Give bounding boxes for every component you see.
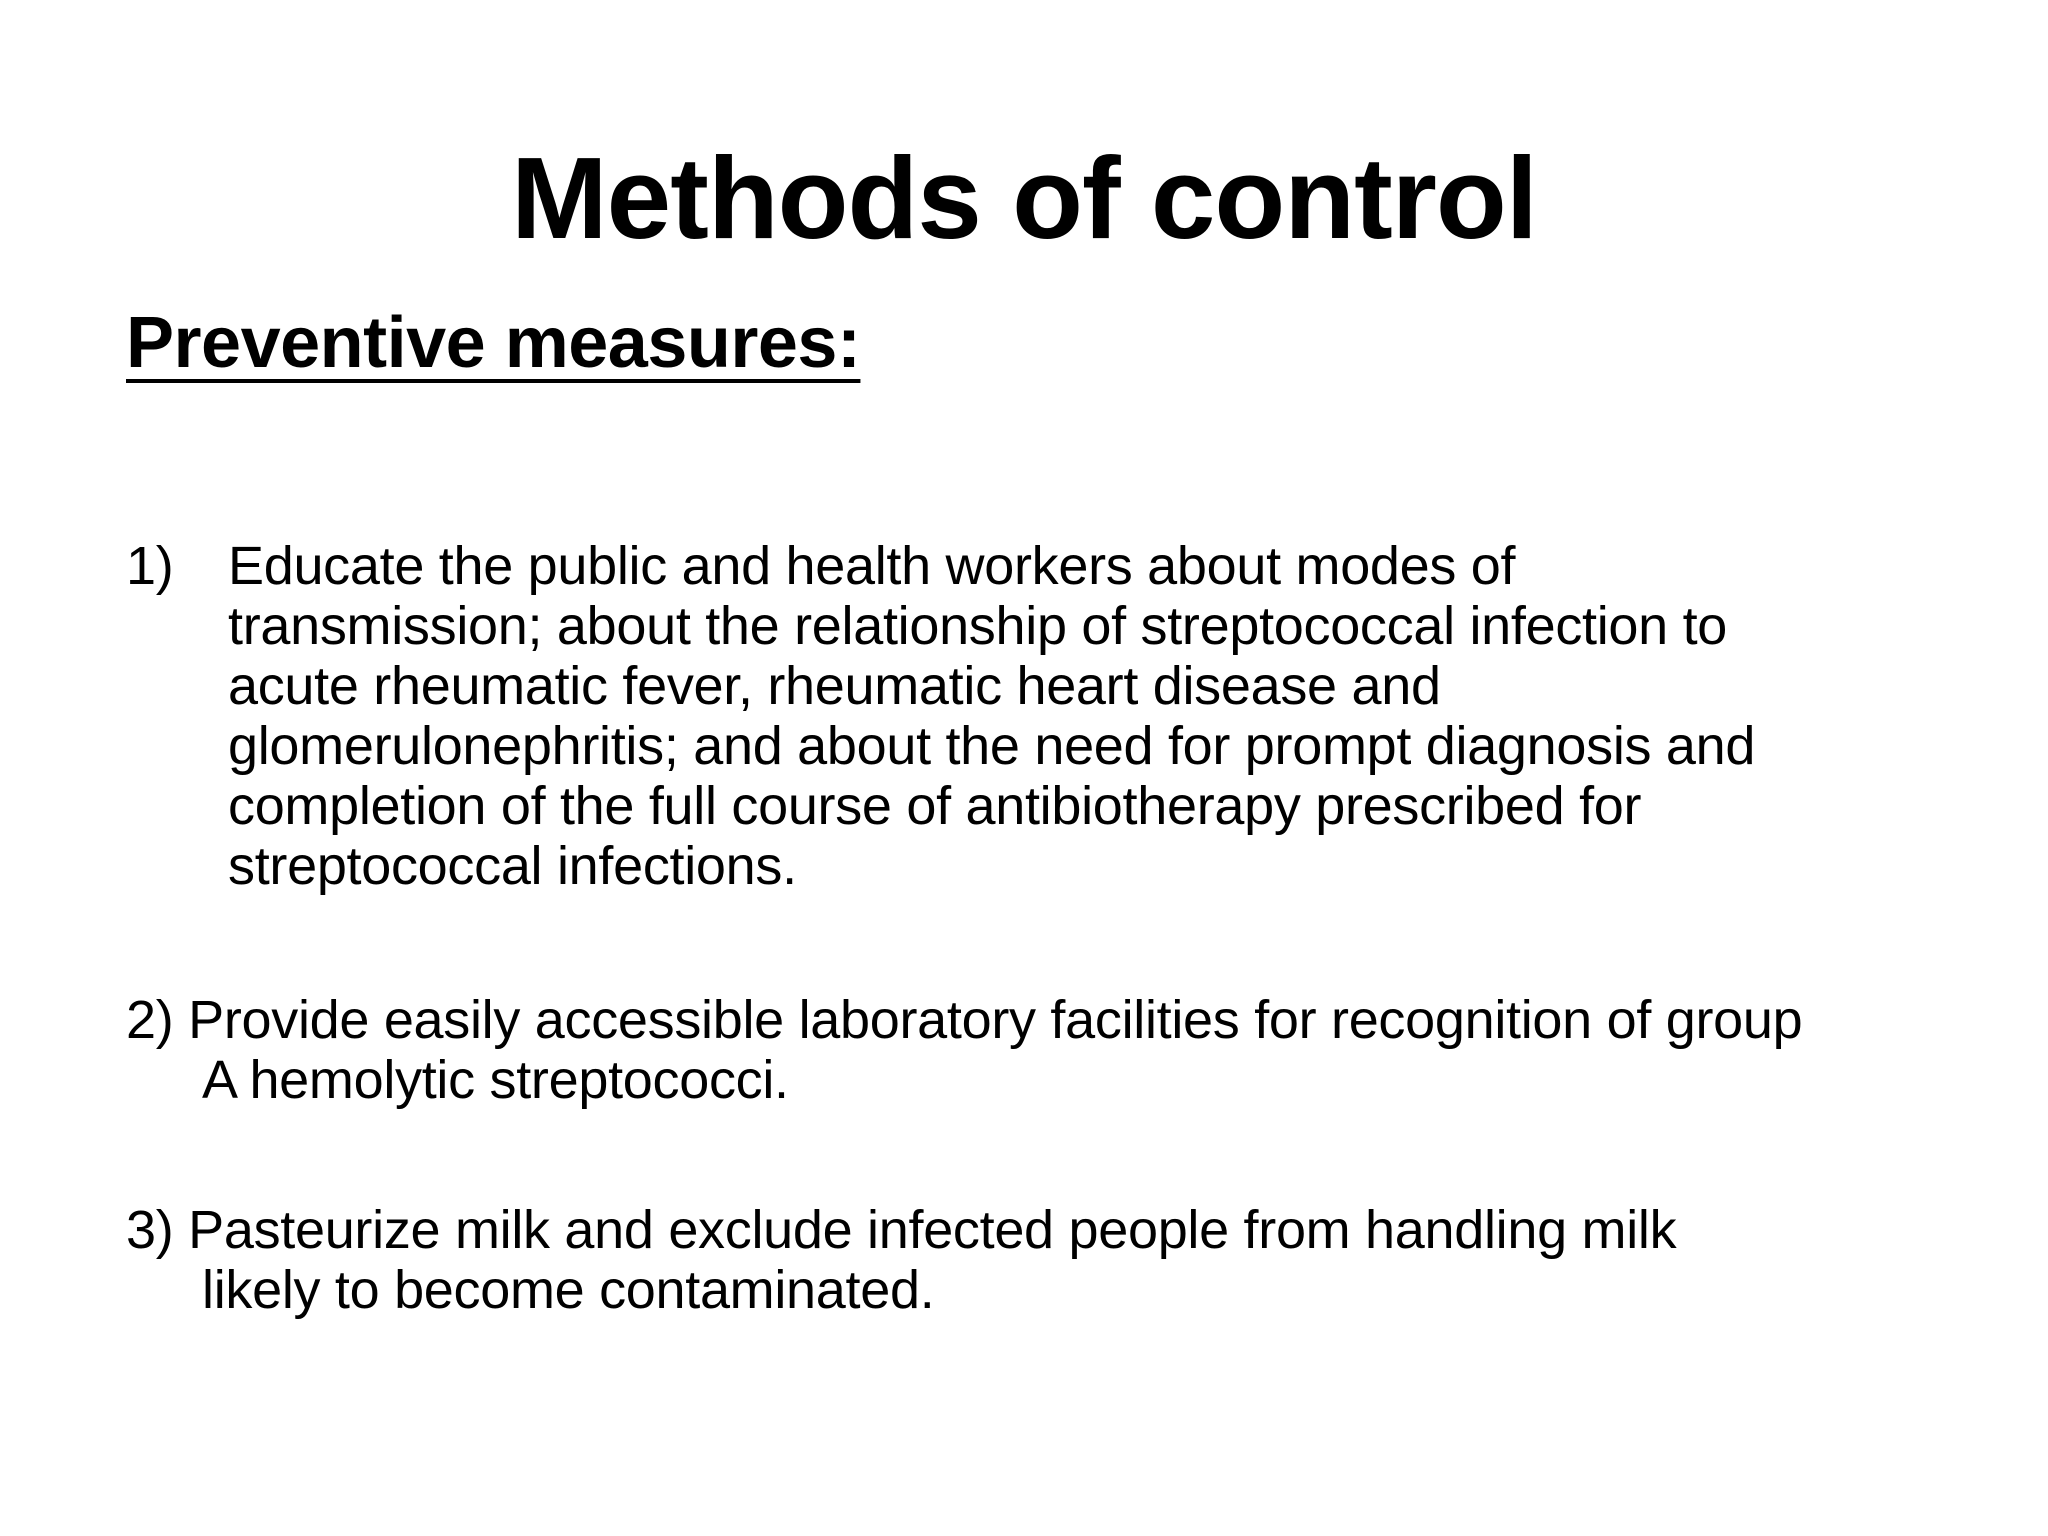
list-item-number: 1)	[126, 536, 174, 596]
list-item-3	[126, 1200, 2006, 1320]
text-line: completion of the full course of antibiotherapy prescribed for	[228, 776, 1642, 836]
text-line: transmission; about the relationship of streptococcal infection to	[228, 596, 1728, 656]
text-line: acute rheumatic fever, rheumatic heart disease and	[228, 656, 1441, 716]
text-line: A hemolytic streptococci.	[202, 1050, 789, 1110]
text-line: 3) Pasteurize milk and exclude infected people from handling milk	[126, 1200, 1677, 1260]
text-line: likely to become contaminated.	[202, 1260, 935, 1320]
list-item-text	[228, 536, 2048, 896]
text-line: streptococcal infections.	[228, 836, 797, 896]
list-item-2	[126, 990, 2006, 1110]
slide-title: Methods of control	[511, 133, 1537, 263]
section-heading: Preventive measures:	[126, 303, 861, 383]
text-line: 2) Provide easily accessible laboratory facilities for recognition of group	[126, 990, 1803, 1050]
text-line: Educate the public and health workers about modes of	[228, 536, 1516, 596]
text-line: glomerulonephritis; and about the need for prompt diagnosis and	[228, 716, 1756, 776]
